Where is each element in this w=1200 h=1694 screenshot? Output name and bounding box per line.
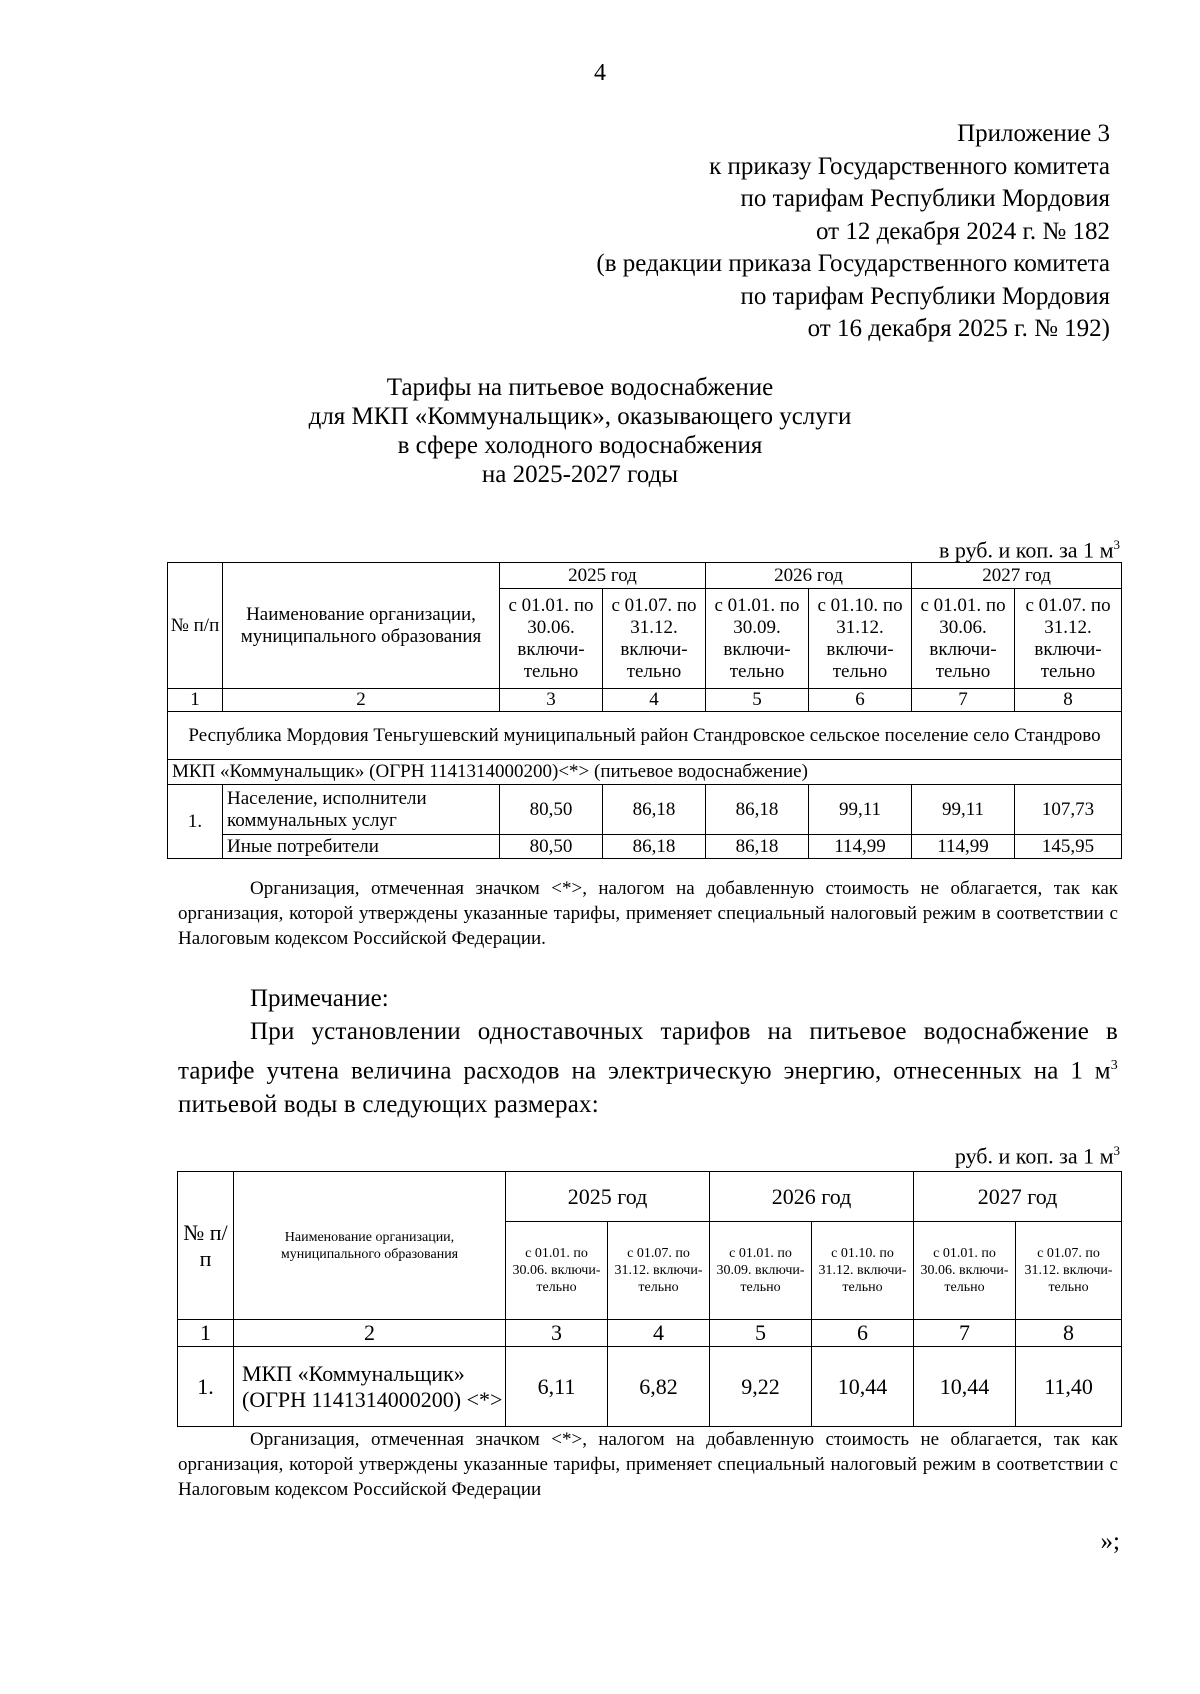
page-number: 4 [594,60,606,86]
col-index: 4 [608,1320,710,1347]
appendix-line: Приложение 3 [957,120,1110,147]
tariff-value: 99,11 [809,785,912,835]
table2-unit: руб. и коп. за 1 $м^3$ [954,1143,1120,1169]
row-num: 1. [168,785,223,859]
col-index: 5 [706,689,809,712]
row-num: 1. [178,1347,234,1427]
header-num: № п/п [178,1172,234,1320]
col-index: 3 [506,1320,608,1347]
tariff-value: 86,18 [706,785,809,835]
cost-value: 6,11 [506,1347,608,1427]
cost-value: 10,44 [914,1347,1016,1427]
col-index: 7 [914,1320,1016,1347]
header-year: 2025 год [506,1172,710,1222]
header-period: с 01.01. по 30.06. включи-тельно [500,589,603,689]
header-period: с 01.07. по 31.12. включи-тельно [1016,1222,1122,1320]
header-period: с 01.01. по 30.06. включи-тельно [912,589,1015,689]
tariff-value: 114,99 [912,835,1015,859]
col-index: 5 [710,1320,812,1347]
header-year: 2027 год [912,563,1122,589]
document-title [140,373,1020,489]
electricity-cost-table [177,1171,1122,1427]
appendix-line: по тарифам Республики Мордовия [740,185,1110,212]
col-index: 6 [809,689,912,712]
table1-unit: в руб. и коп. за 1 $м^3$ [939,537,1120,563]
tariff-value: 107,73 [1015,785,1122,835]
appendix-line: от 16 декабря 2025 г. № 192) [807,315,1110,342]
header-year: 2026 год [710,1172,914,1222]
appendix-line: к приказу Государственного комитета [709,152,1110,180]
tariff-value: 80,50 [500,835,603,859]
col-index: 6 [812,1320,914,1347]
title-line: в сфере холодного водоснабжения [397,432,763,459]
region-row: Республика Мордовия Теньгушевский муниципальный район Стандровское сельское поселение село Стандрово [168,712,1122,760]
tariff-value: 86,18 [706,835,809,859]
header-period: с 01.10. по 31.12. включи-тельно [812,1222,914,1320]
col-index: 1 [168,689,223,712]
header-period: с 01.07. по 31.12. включи-тельно [608,1222,710,1320]
cost-value: 11,40 [1016,1347,1122,1427]
title-line: Тарифы на питьевое водоснабжение [386,374,774,401]
header-period: с 01.01. по 30.09. включи-тельно [706,589,809,689]
cost-value: 6,82 [608,1347,710,1427]
col-index: 3 [500,689,603,712]
tariff-value: 145,95 [1015,835,1122,859]
org-name: МКП «Коммунальщик» (ОГРН 1141314000200) <*> [234,1347,506,1427]
header-name: Наименование организации, муниципального образования [223,563,500,689]
appendix-line: (в редакции приказа Государственного комитета [596,250,1110,277]
tariff-table [167,562,1122,859]
appendix-header [596,118,1110,346]
cost-value: 9,22 [710,1347,812,1427]
appendix-line: по тарифам Республики Мордовия [740,282,1110,310]
col-index: 2 [223,689,500,712]
note-heading: Примечание: [250,985,389,1012]
tariff-value: 114,99 [809,835,912,859]
consumer-name: Иные потребители [223,835,500,859]
header-num: № п/п [168,563,223,689]
consumer-name: Население, исполнители коммунальных услуг [223,785,500,835]
title-line: на 2025-2027 годы [481,461,679,488]
note-paragraph: При установлении одноставочных тарифов на питьевое водоснабжение в тарифе учтена величина расходов на электрическую энергию, отнесенных на 1 $м^3$ питьевой воды в следующих размерах: [178,1018,1118,1119]
header-period: с 01.01. по 30.06. включи-тельно [506,1222,608,1320]
header-name: Наименование организации, муниципального образования [234,1172,506,1320]
col-index: 8 [1016,1320,1122,1347]
header-period: с 01.07. по 31.12. включи-тельно [1015,589,1122,689]
col-index: 8 [1015,689,1122,712]
col-index: 2 [234,1320,506,1347]
tariff-value: 80,50 [500,785,603,835]
col-index: 4 [603,689,706,712]
tariff-value: 99,11 [912,785,1015,835]
table2-footnote: Организация, отмеченная значком <*>, налогом на добавленную стоимость не облагается, так как организация, которой утверждены указанные тарифы, применяет специальный налоговый режим в соответствии с Налоговым кодексом Российской Федерации [178,1429,1118,1500]
header-period: с 01.10. по 31.12. включи-тельно [809,589,912,689]
header-period: с 01.01. по 30.09. включи-тельно [710,1222,812,1320]
title-line: для МКП «Коммунальщик», оказывающего услуги [308,403,852,430]
header-period: с 01.07. по 31.12. включи-тельно [603,589,706,689]
tariff-value: 86,18 [603,785,706,835]
header-year: 2027 год [914,1172,1122,1222]
closing-quote: »; [1100,1528,1120,1555]
header-year: 2025 год [500,563,706,589]
org-row: МКП «Коммунальщик» (ОГРН 1141314000200)<*> (питьевое водоснабжение) [168,760,1122,785]
header-period: с 01.01. по 30.06. включи-тельно [914,1222,1016,1320]
cost-value: 10,44 [812,1347,914,1427]
header-year: 2026 год [706,563,912,589]
tariff-value: 86,18 [603,835,706,859]
col-index: 7 [912,689,1015,712]
col-index: 1 [178,1320,234,1347]
table1-footnote: Организация, отмеченная значком <*>, налогом на добавленную стоимость не облагается, так как организация, которой утверждены указанные тарифы, применяет специальный налоговый режим в соответствии с Налоговым кодексом Российской Федерации. [178,878,1118,949]
appendix-line: от 12 декабря 2024 г. № 182 [815,217,1110,245]
